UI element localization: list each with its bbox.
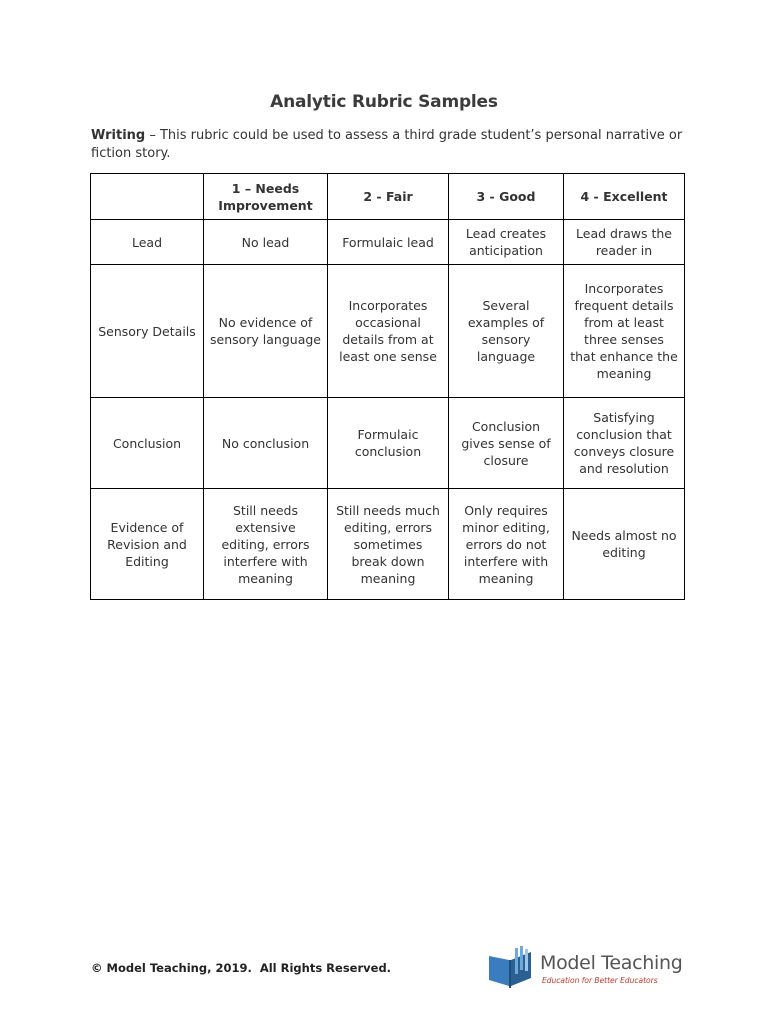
- table-cell: Incorporates frequent details from at least three senses that enhance the meaning: [564, 265, 685, 398]
- table-cell: Formulaic conclusion: [328, 398, 449, 489]
- header-cell-needs-improvement: 1 – Needs Improvement: [204, 174, 328, 220]
- table-cell: Formulaic lead: [328, 220, 449, 265]
- table-cell: No evidence of sensory language: [204, 265, 328, 398]
- footer-copyright: © Model Teaching, 2019. All Rights Reserved.: [91, 961, 392, 975]
- table-cell: Several examples of sensory language: [449, 265, 564, 398]
- row-label-cell: Sensory Details: [91, 265, 204, 398]
- intro-label: Writing: [91, 128, 146, 143]
- table-cell: Lead creates anticipation: [449, 220, 564, 265]
- book-logo-icon: [487, 946, 537, 990]
- header-cell-good: 3 - Good: [449, 174, 564, 220]
- table-cell: Conclusion gives sense of closure: [449, 398, 564, 489]
- model-teaching-logo: [487, 942, 687, 992]
- table-cell: No lead: [204, 220, 328, 265]
- table-row: [91, 265, 685, 398]
- table-row: [91, 489, 685, 600]
- table-cell: Needs almost no editing: [564, 489, 685, 600]
- header-cell-fair: 2 - Fair: [328, 174, 449, 220]
- rubric-table: [90, 173, 685, 600]
- logo-name: Model Teaching: [540, 952, 683, 974]
- intro-text: – This rubric could be used to assess a third grade student’s personal narrative or fiction story.: [91, 128, 683, 161]
- row-label-cell: Conclusion: [91, 398, 204, 489]
- header-cell-excellent: 4 - Excellent: [564, 174, 685, 220]
- table-cell: Incorporates occasional details from at least one sense: [328, 265, 449, 398]
- table-cell: Lead draws the reader in: [564, 220, 685, 265]
- row-label-cell: Lead: [91, 220, 204, 265]
- table-cell: Only requires minor editing, errors do not interfere with meaning: [449, 489, 564, 600]
- intro-paragraph: [91, 127, 691, 163]
- table-header-row: [91, 174, 685, 220]
- table-cell: Still needs extensive editing, errors interfere with meaning: [204, 489, 328, 600]
- row-label-cell: Evidence of Revision and Editing: [91, 489, 204, 600]
- page-title: Analytic Rubric Samples: [270, 92, 498, 112]
- table-row: [91, 220, 685, 265]
- table-cell: Satisfying conclusion that conveys closure and resolution: [564, 398, 685, 489]
- logo-tagline: Education for Better Educators: [542, 976, 658, 985]
- table-cell: No conclusion: [204, 398, 328, 489]
- table-cell: Still needs much editing, errors sometimes break down meaning: [328, 489, 449, 600]
- table-row: [91, 398, 685, 489]
- header-cell-empty: [91, 174, 204, 220]
